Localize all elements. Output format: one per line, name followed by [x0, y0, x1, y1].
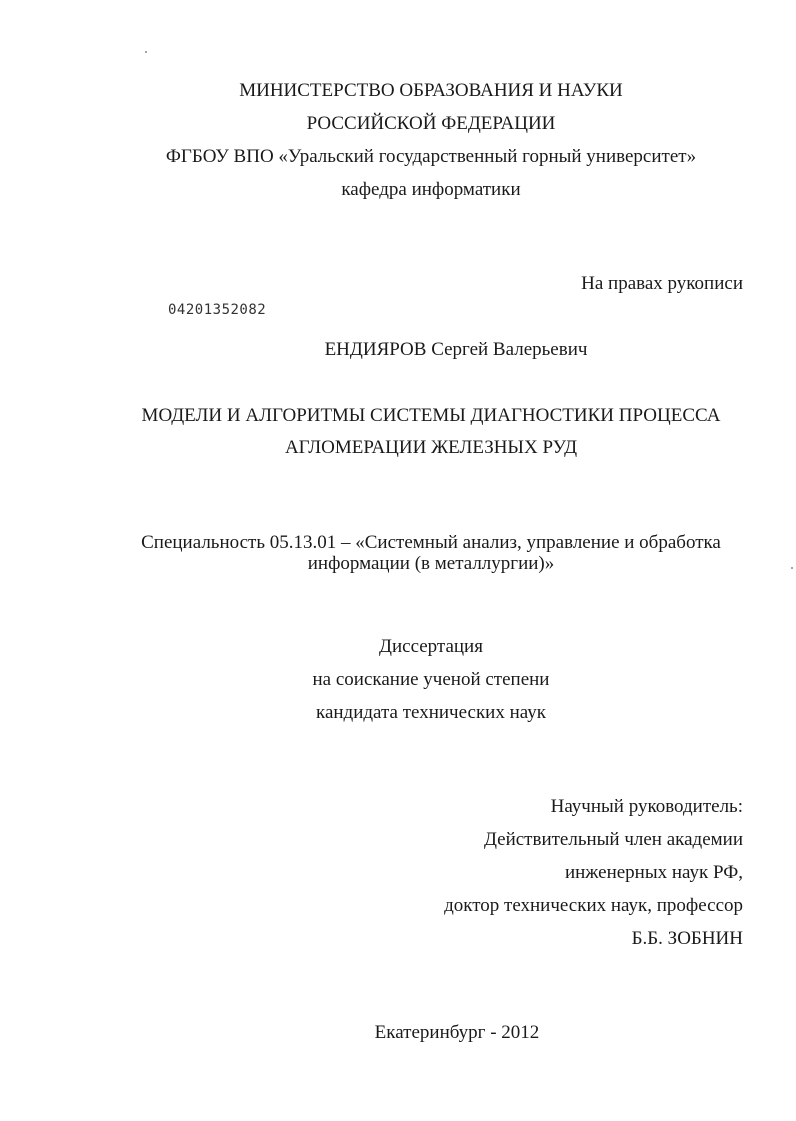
scan-speck	[791, 567, 793, 569]
degree-line-3: кандидата технических наук	[316, 702, 546, 723]
specialty-line-2: информации (в металлургии)»	[307, 553, 555, 574]
university-name: ФГБОУ ВПО «Уральский государственный горный университет»	[165, 146, 697, 167]
supervisor-name: Б.Б. ЗОБНИН	[631, 928, 743, 949]
degree-line-2: на соискание ученой степени	[312, 669, 550, 690]
scan-speck	[145, 51, 147, 53]
author-name: ЕНДИЯРОВ Сергей Валерьевич	[324, 339, 588, 360]
ministry-line-1: МИНИСТЕРСТВО ОБРАЗОВАНИЯ И НАУКИ	[239, 80, 623, 101]
supervisor-line-1: Действительный член академии	[483, 829, 743, 850]
degree-line-1: Диссертация	[379, 636, 483, 657]
title-line-1: МОДЕЛИ И АЛГОРИТМЫ СИСТЕМЫ ДИАГНОСТИКИ ПРОЦЕССА	[141, 405, 721, 426]
manuscript-note: На правах рукописи	[581, 273, 743, 294]
specialty-line-1: Специальность 05.13.01 – «Системный анализ, управление и обработка	[141, 532, 721, 553]
supervisor-line-3: доктор технических наук, профессор	[444, 895, 743, 916]
catalog-number: 04201352082	[168, 302, 267, 318]
title-line-2: АГЛОМЕРАЦИИ ЖЕЛЕЗНЫХ РУД	[284, 437, 578, 458]
supervisor-line-2: инженерных наук РФ,	[564, 862, 743, 883]
city-year: Екатеринбург - 2012	[374, 1022, 540, 1043]
supervisor-label: Научный руководитель:	[550, 796, 743, 817]
ministry-line-2: РОССИЙСКОЙ ФЕДЕРАЦИИ	[306, 113, 556, 134]
department-name: кафедра информатики	[341, 179, 521, 200]
